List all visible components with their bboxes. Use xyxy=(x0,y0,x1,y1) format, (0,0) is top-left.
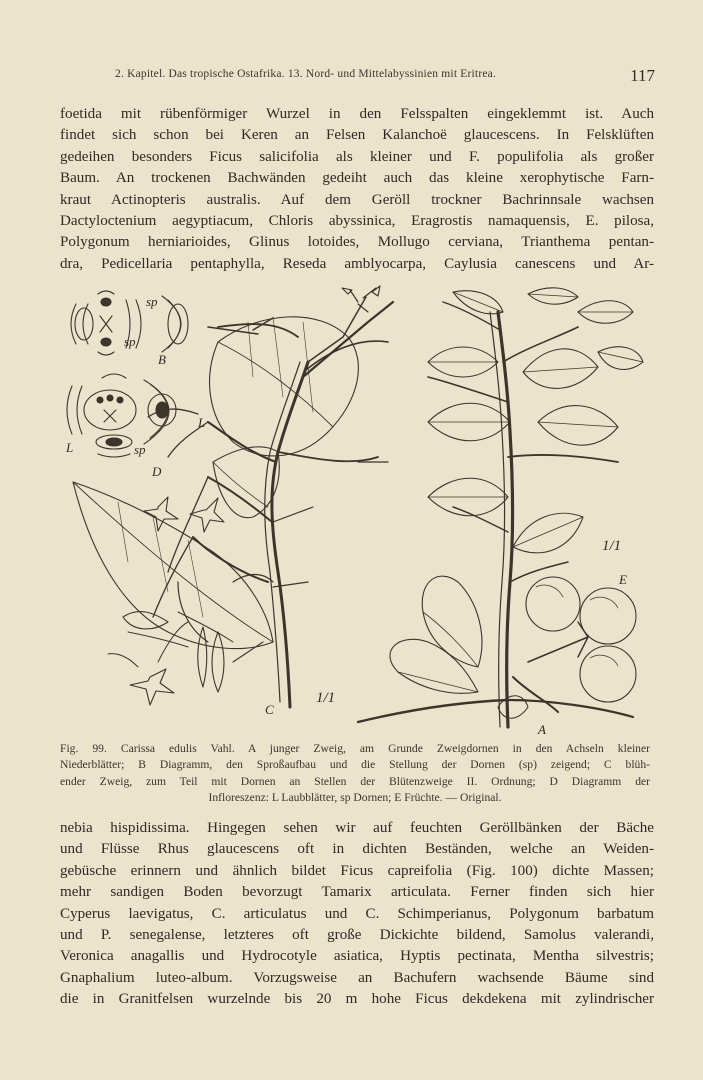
caption-line: Niederblätter; B Diagramm, den Sproßaufbau und die Stellung der Dornen (sp) zeigend; C blüh- xyxy=(60,758,650,772)
text-line: Cyperus laevigatus, C. articulatus und C. Schimperianus, Polygonum barbatum xyxy=(60,905,654,922)
label-sp: sp xyxy=(134,442,146,457)
figure-labels xyxy=(65,294,627,737)
caption-line: Infloreszenz: L Laubblätter, sp Dornen; E Früchte. — Original. xyxy=(208,791,502,805)
scale-label: 1/1 xyxy=(602,538,622,554)
flowering-branch-c xyxy=(73,286,393,707)
paragraph-top xyxy=(60,104,654,275)
text-line: die in Granitfelsen wurzelnde bis 20 m hohe Ficus dekdekena mit zylindrischer xyxy=(60,991,654,1008)
text-line: nebia hispidissima. Hingegen sehen wir auf feuchten Geröllbänken der Bäche xyxy=(60,820,654,836)
fruits-e xyxy=(526,577,636,702)
text-line: Veronica anagallis und Hydrocotyle asiatica, Hyptis pectinata, Mentha silvestris; xyxy=(60,948,654,965)
text-line: und Flüsse Rhus glaucescens oft in dichten Beständen, welche an Weiden- xyxy=(60,841,654,858)
label-b: B xyxy=(158,352,166,367)
text-line: gedeihen besonders Ficus salicifolia als kleiner und F. populifolia als großer xyxy=(60,148,654,165)
label-d: D xyxy=(152,464,162,479)
text-line: foetida mit rübenförmiger Wurzel in den Felsspalten eingeklemmt ist. Auch xyxy=(60,106,654,122)
caption-line: ender Zweig, zum Teil mit Dornen an Stellen der Blütenzweige II. Ordnung; D Diagramm der xyxy=(60,774,650,788)
scale-label: 1/1 xyxy=(316,690,336,706)
label-sp: sp xyxy=(124,334,136,349)
figure-caption xyxy=(60,741,650,807)
text-line: und P. senegalense, letzteres oft große Dickichte bildend, Samolus valerandi, xyxy=(60,927,654,944)
paragraph-bottom xyxy=(60,818,654,1011)
running-head: 2. Kapitel. Das tropische Ostafrika. 13. Nord- und Mittelabyssinien mit Eritrea. xyxy=(115,68,497,80)
text-line: kraut Actinopteris australis. Auf dem Geröll trockner Bachrinnsale wachsen xyxy=(60,191,654,208)
text-line: dra, Pedicellaria pentaphylla, Reseda amblyocarpa, Caylusia canescens und Ar- xyxy=(60,255,654,272)
caption-line: Fig. 99. Carissa edulis Vahl. A junger Zweig, am Grunde Zweigdornen in den Achseln kleiner xyxy=(60,742,650,755)
text-line: Baum. An trockenen Bachwänden gedeiht auch das kleine xerophytische Farn- xyxy=(60,170,654,187)
label-l: L xyxy=(66,440,74,455)
page-number: 117 xyxy=(630,66,655,85)
label-c: C xyxy=(265,702,274,717)
diagram-d xyxy=(67,374,176,457)
label-a: A xyxy=(538,722,546,737)
label-sp: sp xyxy=(146,294,158,309)
botanical-illustration xyxy=(58,282,648,737)
young-branch-a xyxy=(358,288,643,727)
label-e: E xyxy=(619,572,627,587)
text-line: Polygonum herniarioides, Glinus lotoides, Mollugo cerviana, Trianthema pentan- xyxy=(60,234,654,251)
text-line: mehr sandigen Boden bevorzugt Tamarix articulata. Ferner finden sich hier xyxy=(60,884,654,901)
label-l: L xyxy=(198,415,206,430)
text-line: gebüsche erinnern und ähnlich bildet Ficus capreifolia (Fig. 100) dichte Massen; xyxy=(60,862,654,879)
text-line: Gnaphalium luteo-album. Vorzugsweise an Bachufern wachsende Bäume sind xyxy=(60,969,654,986)
text-line: findet sich schon bei Keren an Felsen Kalanchoë glaucescens. In Felsklüften xyxy=(60,127,654,144)
text-line: Dactyloctenium aegyptiacum, Chloris abyssinica, Eragrostis namaquensis, E. pilosa, xyxy=(60,213,654,230)
